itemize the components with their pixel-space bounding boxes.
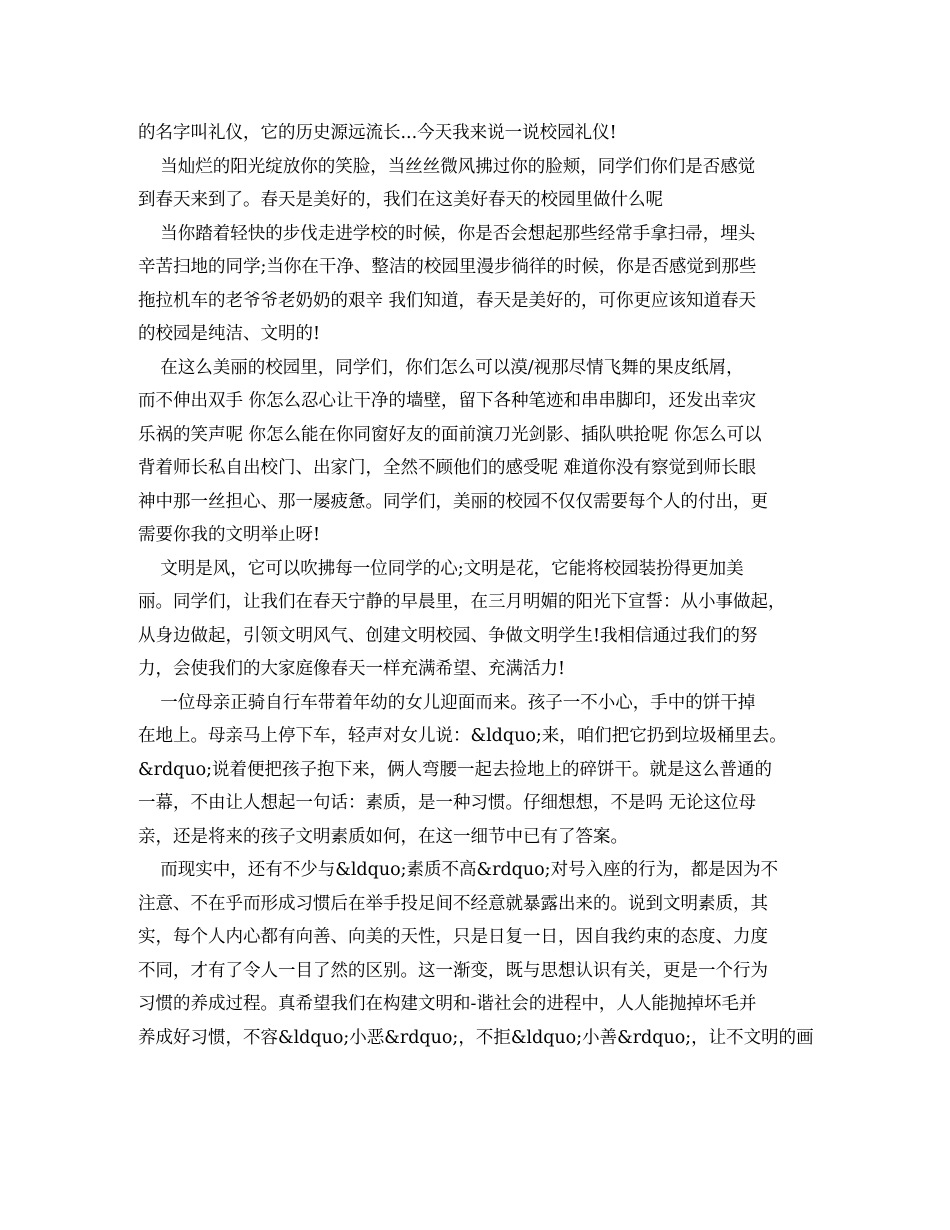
text-line: 文明是风，它可以吹拂每一位同学的心;文明是花，它能将校园装扮得更加美: [138, 558, 744, 579]
text-line: 乐祸的笑声呢 你怎么能在你同窗好友的面前演刀光剑影、插队哄抢呢 你怎么可以: [138, 424, 762, 445]
text-line: 在这么美丽的校园里，同学们，你们怎么可以漠/视那尽情飞舞的果皮纸屑，: [138, 357, 744, 378]
text-line: 一幕，不由让人想起一句话：素质，是一种习惯。仔细想想，不是吗 无论这位母: [138, 793, 757, 813]
text-line: 而不伸出双手 你怎么忍心让干净的墙壁，留下各种笔迹和串串脚印，还发出幸灾: [138, 391, 757, 411]
text-line: 亲，还是将来的孩子文明素质如何，在这一细节中已有了答案。: [138, 826, 628, 847]
text-line: 注意、不在乎而形成习惯后在举手投足间不经意就暴露出来的。说到文明素质，其: [138, 893, 768, 914]
text-line: 而现实中，还有不少与&ldquo;素质不高&rdquo;对号入座的行为，都是因为不: [138, 860, 779, 880]
document-body: [138, 117, 818, 1055]
text-line: 在地上。母亲马上停下车，轻声对女儿说：&ldquo;来，咱们把它扔到垃圾桶里去。: [138, 726, 787, 746]
text-line: &rdquo;说着便把孩子抱下来，俩人弯腰一起去捡地上的碎饼干。就是这么普通的: [138, 759, 773, 780]
text-line: 神中那一丝担心、那一屡疲惫。同学们，美丽的校园不仅仅需要每个人的付出，更: [138, 491, 768, 512]
text-line: 从身边做起，引领文明风气、创建文明校园、争做文明学生!我相信通过我们的努: [138, 625, 758, 646]
text-line: 实，每个人内心都有向善、向美的天性，只是日复一日，因自我约束的态度、力度: [138, 927, 768, 947]
text-line: 力，会使我们的大家庭像春天一样充满希望、充满活力!: [138, 659, 566, 679]
text-line: 不同，才有了令人一目了然的区别。这一渐变，既与思想认识有关，更是一个行为: [138, 960, 768, 981]
text-line: 需要你我的文明举止呀!: [138, 525, 321, 545]
text-line: 当灿烂的阳光绽放你的笑脸，当丝丝微风拂过你的脸颊，同学们你们是否感觉: [138, 156, 756, 177]
text-line: 习惯的养成过程。真希望我们在构建文明和-谐社会的进程中，人人能抛掉坏毛并: [138, 994, 757, 1014]
text-line: 背着师长私自出校门、出家门，全然不顾他们的感受呢 难道你没有察觉到师长眼: [138, 458, 757, 478]
text-line: 的校园是纯洁、文明的!: [138, 324, 321, 344]
text-line: 辛苦扫地的同学;当你在干净、整洁的校园里漫步徜徉的时候，你是否感觉到那些: [138, 257, 757, 277]
text-line: 的名字叫礼仪，它的历史源远流长...今天我来说一说校园礼仪!: [138, 123, 617, 143]
text-line: 当你踏着轻快的步伐走进学校的时候，你是否会想起那些经常手拿扫帚，埋头: [138, 223, 756, 244]
text-line: 一位母亲正骑自行车带着年幼的女儿迎面而来。孩子一不小心，手中的饼干掉: [138, 692, 756, 713]
text-line: 到春天来到了。春天是美好的，我们在这美好春天的校园里做什么呢: [138, 190, 663, 210]
text-line: 丽。同学们，让我们在春天宁静的早晨里，在三月明媚的阳光下宣誓：从小事做起，: [138, 592, 786, 612]
text-line: 养成好习惯，不容&ldquo;小恶&rdquo;，不拒&ldquo;小善&rdquo;，让不文明的画: [138, 1027, 814, 1048]
text-line: 拖拉机车的老爷爷老奶奶的艰辛 我们知道，春天是美好的，可你更应该知道春天: [138, 290, 757, 311]
